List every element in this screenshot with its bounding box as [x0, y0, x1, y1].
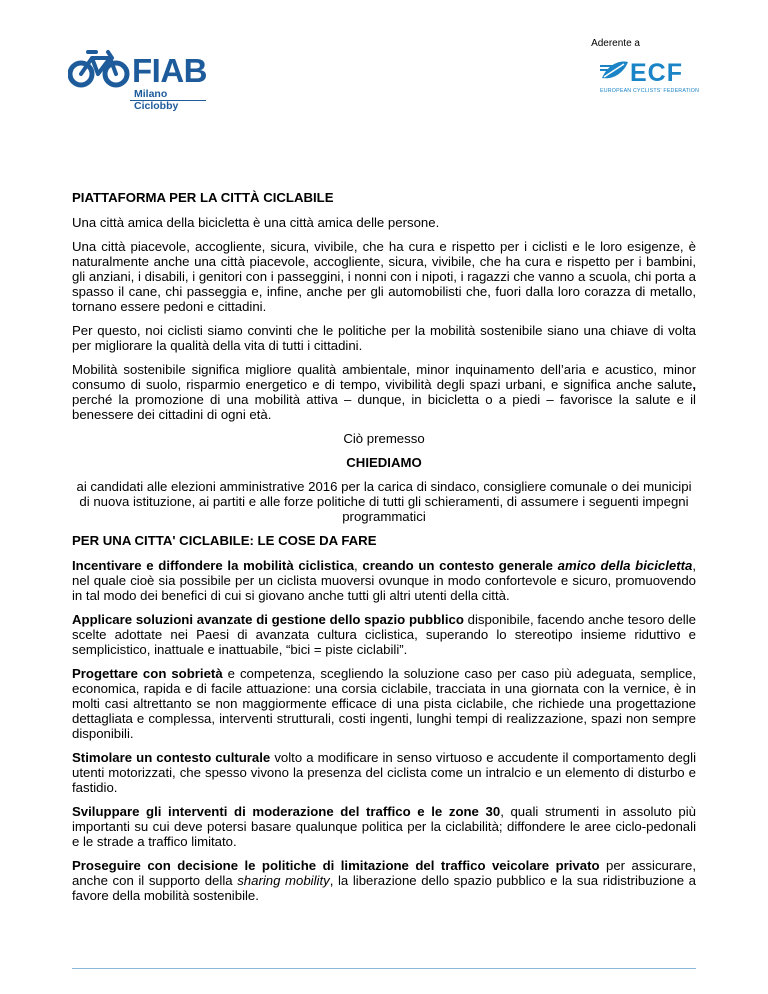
candidati-paragraph: ai candidati alle elezioni amministrative 2016 per la carica di sindaco, consigliere comunale o dei municipi di nuova istituzione, ai partiti e alle forze politiche di tutti gli schieramenti, di assumere i seguenti impegni programmatici	[76, 479, 692, 524]
item-applicare	[72, 612, 696, 657]
text-run-bold: ,	[692, 377, 696, 392]
item-text: volto a modificare in senso virtuoso e accudente il comportamento degli utenti motorizzati, che spesso vivono la presenza del ciclista come un intralcio e un elemento di disturbo e fastidio.	[72, 750, 696, 795]
item-text: disponibile, facendo anche tesoro delle scelte adottate nei Paesi di avanzata cultura ciclistica, superando lo stereotipo insieme riduttivo e semplicistico, inattuale e inattuabile, “bici = piste ciclabili”.	[72, 612, 696, 657]
document-title: PIATTAFORMA PER LA CITTÀ CICLABILE	[72, 190, 334, 205]
paragraph-cyclists: Per questo, noi ciclisti siamo convinti che le politiche per la mobilità sostenibile siano una chiave di volta per migliorare la qualità della vita di tutti i cittadini.	[72, 323, 696, 353]
text-run: perché la promozione di una mobilità attiva – dunque, in bicicletta o a piedi – favorisce la salute e il benessere dei cittadini di ogni età.	[72, 392, 696, 422]
ecf-affiliation	[560, 38, 700, 98]
ecf-leaf-icon	[600, 58, 630, 84]
item-incentivare	[72, 558, 696, 603]
item-heading: Applicare soluzioni avanzate di gestione dello spazio pubblico	[72, 612, 464, 627]
chiediamo-heading: CHIEDIAMO	[346, 455, 422, 470]
item-emphasis: amico della bicicletta	[557, 558, 693, 573]
text-run: Mobilità sostenibile significa migliore qualità ambientale, minor inquinamento dell’aria e acustico, minor consumo di suolo, risparmio energetico e di tempo, vivibilità degli spazi urbani, e significa anche salute	[72, 362, 696, 392]
bicycle-icon	[68, 46, 130, 90]
item-progettare	[72, 666, 696, 741]
item-text: e competenza, scegliendo la soluzione caso per caso più adeguata, semplice, economica, rapida e di facile attuazione: una corsia ciclabile, tracciata in una giornata con la vernice, è in molti casi altrettanto se non maggiormente efficace di una pista ciclabile, che richiede una progettazione dettagliata e complessa, interventi strutturali, costi ingenti, lunghi tempi di realizzazione, spazi non sempre disponibili.	[72, 666, 696, 741]
paragraph-city: Una città piacevole, accogliente, sicura, vivibile, che ha cura e rispetto per i ciclisti e le loro esigenze, è naturalmente anche una città piacevole, accogliente, sicura, vivibile, che ha cura e rispetto per i bambini, gli anziani, i disabili, i genitori con i passeggini, i nonni con i nipoti, i ragazzi che vanno a scuola, chi porta a spasso il cane, chi passeggia e, infine, anche per gli automobilisti che, fuori dalla loro corazza di metallo, tornano essere pedoni e cittadini.	[72, 239, 696, 314]
item-stimolare	[72, 750, 696, 795]
ecf-wordmark: ECF	[630, 59, 683, 87]
item-proseguire	[72, 858, 696, 903]
item-text: per assicurare, anche con il supporto della	[72, 858, 696, 888]
section-subtitle: PER UNA CITTA' CICLABILE: LE COSE DA FARE	[72, 533, 377, 548]
item-heading: Sviluppare gli interventi di moderazione del traffico e le zone 30	[72, 804, 501, 819]
item-text: , la liberazione dello spazio pubblico e la sua ridistribuzione a favore della mobilità sostenibile.	[72, 873, 696, 903]
item-text: , nel quale cioè sia possibile per un ciclista muoversi ovunque in modo confortevole e sicuro, promuovendo in tal modo dei benefici di cui si giovano anche tutti gli altri utenti della città.	[72, 558, 697, 603]
fiab-subtitle	[134, 88, 178, 112]
item-heading: Progettare con sobrietà	[72, 666, 223, 681]
fiab-wordmark: FIAB	[132, 52, 207, 89]
premesso-line: Ciò premesso	[343, 431, 425, 446]
paragraph-intro: Una città amica della bicicletta è una città amica delle persone.	[72, 215, 440, 230]
paragraph-sustainable-mobility	[72, 362, 696, 422]
fiab-logo	[68, 46, 208, 118]
item-emphasis: sharing mobility	[237, 873, 330, 888]
item-heading: Stimolare un contesto culturale	[72, 750, 271, 765]
item-text: , quali strumenti in assoluto più importanti su cui deve potersi basare qualunque politica per la ciclabilità; diffondere le aree ciclo-pedonali e le strade a traffico limitato.	[72, 804, 697, 849]
item-sviluppare	[72, 804, 696, 849]
aderente-label: Aderente a	[591, 38, 640, 49]
text-run: ,	[354, 558, 363, 573]
fiab-subtitle-city: Milano	[134, 88, 168, 100]
document-body	[72, 190, 696, 912]
item-heading: Incentivare e diffondere la mobilità ciclistica	[72, 558, 355, 573]
footer-divider	[72, 968, 696, 969]
fiab-subtitle-name: Ciclobby	[134, 100, 179, 112]
item-heading: Proseguire con decisione le politiche di limitazione del traffico veicolare privato	[72, 858, 600, 873]
ecf-full-name: EUROPEAN CYCLISTS' FEDERATION	[600, 88, 700, 94]
item-heading-2: creando un contesto generale	[362, 558, 558, 573]
